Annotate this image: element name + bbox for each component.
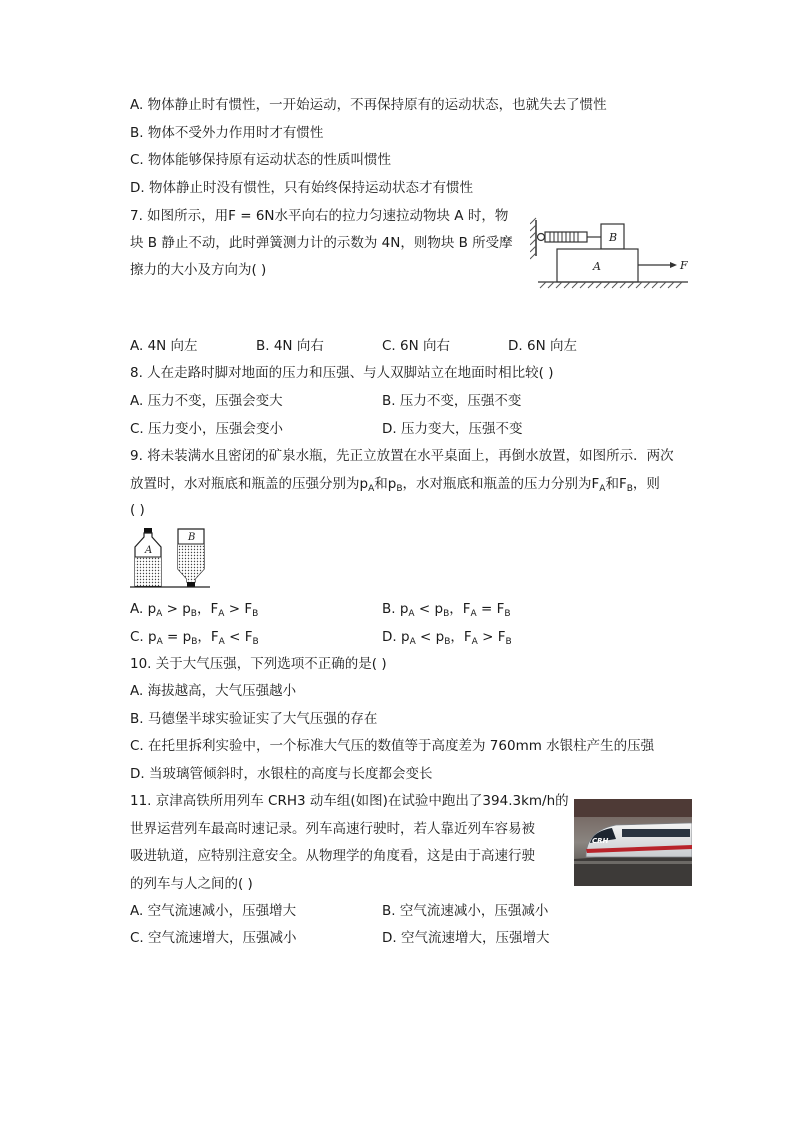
svg-text:B: B [609,231,618,244]
q10-option-b: B. 马德堡半球实验证实了大气压强的存在 [130,711,378,727]
q7-stem-line-3: 擦力的大小及方向为( ) [130,262,267,278]
q6-option-c: C. 物体能够保持原有运动状态的性质叫惯性 [130,152,392,168]
bottle-a-cap [144,528,152,533]
q9-option-a: A. $p_A > p_B$，$F_A > F_B$ [130,601,259,619]
q7-option-d: D. 6N 向左 [508,338,577,354]
q9-figure [130,527,210,589]
q11-stem-line-1: 11. 京津高铁所用列车 CRH3 动车组(如图)在试验中跑出了394.3km/h的 [130,793,569,809]
q8-option-a: A. 压力不变，压强会变大 [130,393,283,409]
q9-option-b: B. $p_A < p_B$，$F_A = F_B$ [382,601,511,619]
bottle-a-water [135,557,161,586]
q8-option-b: B. 压力不变，压强不变 [382,393,522,409]
q11-option-b: B. 空气流速减小，压强减小 [382,903,549,919]
q11-option-c: C. 空气流速增大，压强减小 [130,930,297,946]
q9-stem-line-3: ( ) [130,502,145,518]
q6-option-b: B. 物体不受外力作用时才有惯性 [130,125,324,141]
q7-option-c: C. 6N 向右 [382,338,450,354]
train-photo [574,799,692,886]
bottle-b-water [178,544,204,582]
svg-text:B: B [188,532,196,543]
q10-option-c: C. 在托里拆利实验中，一个标准大气压的数值等于高度差为 760mm 水银柱产生的压强 [130,738,655,754]
q9-stem-line-2: 放置时，水对瓶底和瓶盖的压强分别为$p_A$和$p_B$，水对瓶底和瓶盖的压力分别为$F_A$和$F_B$，则 [130,476,660,494]
q11-stem-line-4: 的列车与人之间的( ) [130,876,253,892]
q7-option-b: B. 4N 向右 [256,338,324,354]
svg-text:A: A [593,260,601,273]
q8-stem: 8. 人在走路时脚对地面的压力和压强、与人双脚站立在地面时相比较( ) [130,365,554,381]
q6-option-a: A. 物体静止时有惯性，一开始运动，不再保持原有的运动状态，也就失去了惯性 [130,97,607,113]
q10-option-a: A. 海拔越高，大气压强越小 [130,683,297,699]
q11-stem-line-2: 世界运营列车最高时速记录。列车高速行驶时，若人靠近列车容易被 [130,821,535,837]
bottle-b-cap [187,582,195,587]
q11-stem-line-3: 吸进轨道，应特别注意安全。从物理学的角度看，这是由于高速行驶 [130,848,535,864]
q7-stem-line-1: 7. 如图所示，用F = 6N水平向右的拉力匀速拉动物块 A 时，物 [130,208,509,224]
q11-option-a: A. 空气流速减小，压强增大 [130,903,297,919]
q8-option-d: D. 压力变大，压强不变 [382,421,523,437]
q9-stem-line-1: 9. 将未装满水且密闭的矿泉水瓶，先正立放置在水平桌面上，再倒水放置，如图所示．两次 [130,448,674,464]
q10-stem: 10. 关于大气压强，下列选项不正确的是( ) [130,656,387,672]
q9-option-c: C. $p_A = p_B$，$F_A < F_B$ [130,629,259,647]
q6-option-d: D. 物体静止时没有惯性，只有始终保持运动状态才有惯性 [130,180,473,196]
svg-text:CRH: CRH [592,837,609,845]
q10-option-d: D. 当玻璃管倾斜时，水银柱的高度与长度都会变长 [130,766,433,782]
svg-text:A: A [145,545,153,556]
q11-option-d: D. 空气流速增大，压强增大 [382,930,550,946]
q7-option-a: A. 4N 向左 [130,338,198,354]
svg-text:F: F [680,259,688,272]
q7-figure [530,212,695,292]
q8-option-c: C. 压力变小，压强会变小 [130,421,284,437]
q7-stem-line-2: 块 B 静止不动，此时弹簧测力计的示数为 4N，则物块 B 所受摩 [130,235,513,251]
q9-option-d: D. $p_A < p_B$，$F_A > F_B$ [382,629,512,647]
